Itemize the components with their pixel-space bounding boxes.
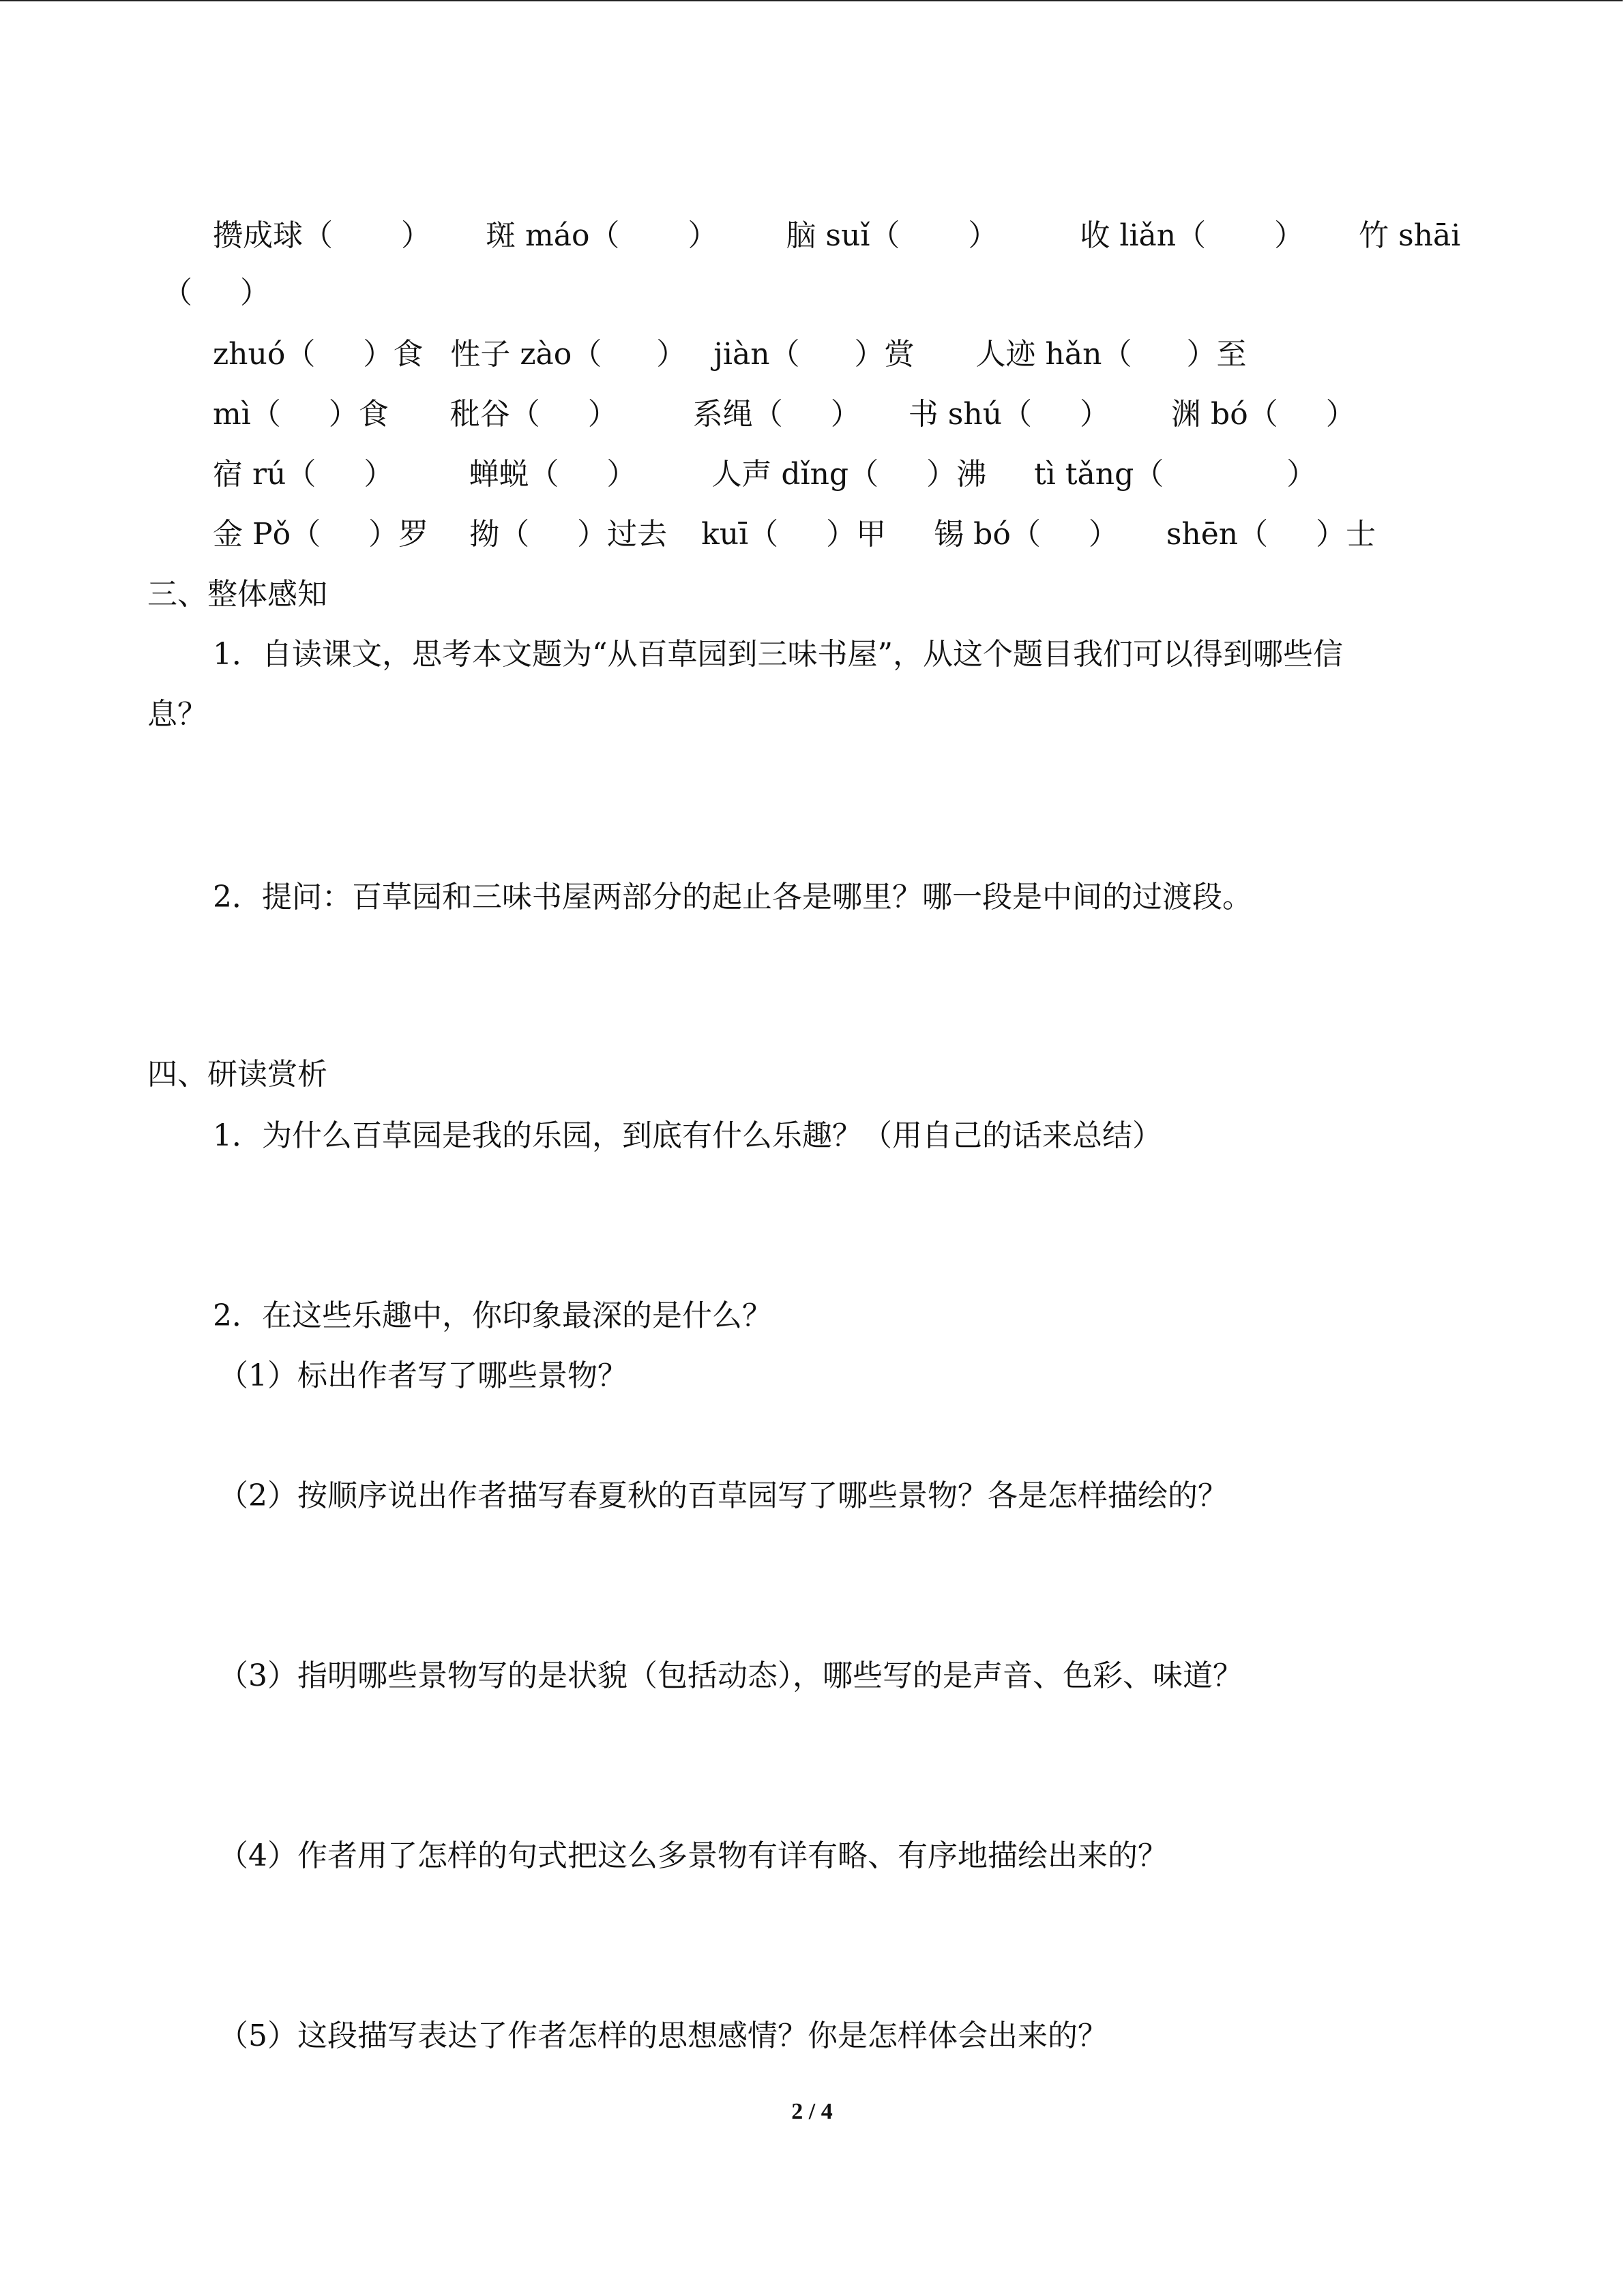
vocab-item: 人声 dǐng（ <box>711 457 879 492</box>
section-4-question-1: 1．为什么百草园是我的乐园，到底有什么乐趣？（用自己的话来总结） <box>213 1118 1162 1153</box>
vocab-item: 蝉蜕（ <box>469 457 559 492</box>
vocab-item: shēn（ <box>1166 517 1269 552</box>
vocab-item: ）罗 <box>368 517 429 552</box>
vocab-item: mì（ <box>213 397 281 432</box>
section-4-sub-2: （2）按顺序说出作者描写春夏秋的百草园写了哪些景物？各是怎样描绘的？ <box>218 1478 1228 1513</box>
vocab-item: ） <box>1325 397 1356 432</box>
vocab-item: 书 shú（ <box>908 397 1033 432</box>
vocab-item: ） <box>1088 517 1119 552</box>
vocab-row-3 <box>213 394 1356 435</box>
vocab-item: 脑 suǐ（ <box>786 218 900 253</box>
vocab-item: ）食 <box>328 397 389 432</box>
section-4-sub-4: （4）作者用了怎样的句式把这么多景物有详有略、有序地描绘出来的？ <box>218 1838 1168 1873</box>
vocab-item: ） <box>606 457 637 492</box>
vocab-paren: ） <box>968 218 999 253</box>
vocab-item: 收 liǎn（ <box>1080 218 1207 253</box>
vocab-item: kuī（ <box>701 517 779 552</box>
vocab-item: ）赏 <box>854 337 915 372</box>
vocab-item: 锡 bó（ <box>934 517 1041 552</box>
vocab-item: ） <box>1080 397 1110 432</box>
top-border <box>0 0 1623 1</box>
vocab-item: ）甲 <box>826 517 887 552</box>
section-4-sub-3: （3）指明哪些景物写的是状貌（包括动态），哪些写的是声音、色彩、味道？ <box>218 1658 1243 1693</box>
vocab-item: 宿 rú（ <box>213 457 316 492</box>
section-3-question-2: 2．提问：百草园和三味书屋两部分的起止各是哪里？哪一段是中间的过渡段。 <box>213 880 1252 914</box>
vocab-paren: （ <box>162 275 192 310</box>
vocab-item: 拗（ <box>469 517 530 552</box>
vocab-row-5 <box>213 514 1376 555</box>
vocab-item: 人迹 hǎn（ <box>975 337 1132 372</box>
vocab-item: ） <box>364 457 394 492</box>
section-3-title: 三、整体感知 <box>147 577 327 612</box>
vocab-row-1 <box>213 215 1460 256</box>
vocab-paren: ） <box>401 218 431 253</box>
vocab-item: 金 Pǒ（ <box>213 517 321 552</box>
vocab-row-4 <box>213 454 1316 495</box>
vocab-item: ） <box>656 337 687 372</box>
vocab-item: 渊 bó（ <box>1171 397 1278 432</box>
vocab-item: ）沸 <box>926 457 987 492</box>
vocab-item: 秕谷（ <box>449 397 540 432</box>
vocab-item: zhuó（ <box>213 337 316 372</box>
section-3-question-1: 1．自读课文，思考本文题为“从百草园到三味书屋”，从这个题目我们可以得到哪些信 <box>213 637 1343 672</box>
section-3-question-1-wrap: 息？ <box>147 697 207 732</box>
vocab-paren: ） <box>240 275 270 310</box>
page-number: 2 / 4 <box>791 2099 833 2124</box>
vocab-row-1-wrap <box>162 273 270 314</box>
vocab-item: 竹 shāi <box>1359 218 1461 253</box>
section-4-question-2: 2．在这些乐趣中，你印象最深的是什么？ <box>213 1298 772 1333</box>
vocab-item: 斑 máo（ <box>486 218 620 253</box>
vocab-item: ） <box>1286 457 1317 492</box>
vocab-item: tì tǎng（ <box>1034 457 1164 492</box>
section-4-title: 四、研读赏析 <box>147 1057 327 1092</box>
vocab-item: ）至 <box>1186 337 1247 372</box>
vocab-item: ） <box>587 397 618 432</box>
vocab-row-2 <box>213 334 1246 375</box>
vocab-item: 攒成球（ <box>213 218 333 253</box>
vocab-item: 系绳（ <box>692 397 783 432</box>
vocab-paren: ） <box>688 218 718 253</box>
vocab-paren: ） <box>1274 218 1305 253</box>
vocab-item: ） <box>830 397 861 432</box>
vocab-item: jiàn（ <box>713 337 800 372</box>
section-4-sub-5: （5）这段描写表达了作者怎样的思想感情？你是怎样体会出来的？ <box>218 2018 1108 2053</box>
vocab-item: 性子 zào（ <box>450 337 602 372</box>
section-4-sub-1: （1）标出作者写了哪些景物？ <box>218 1358 628 1393</box>
vocab-item: ）士 <box>1316 517 1376 552</box>
vocab-item: ）食 <box>363 337 424 372</box>
vocab-item: ）过去 <box>577 517 668 552</box>
